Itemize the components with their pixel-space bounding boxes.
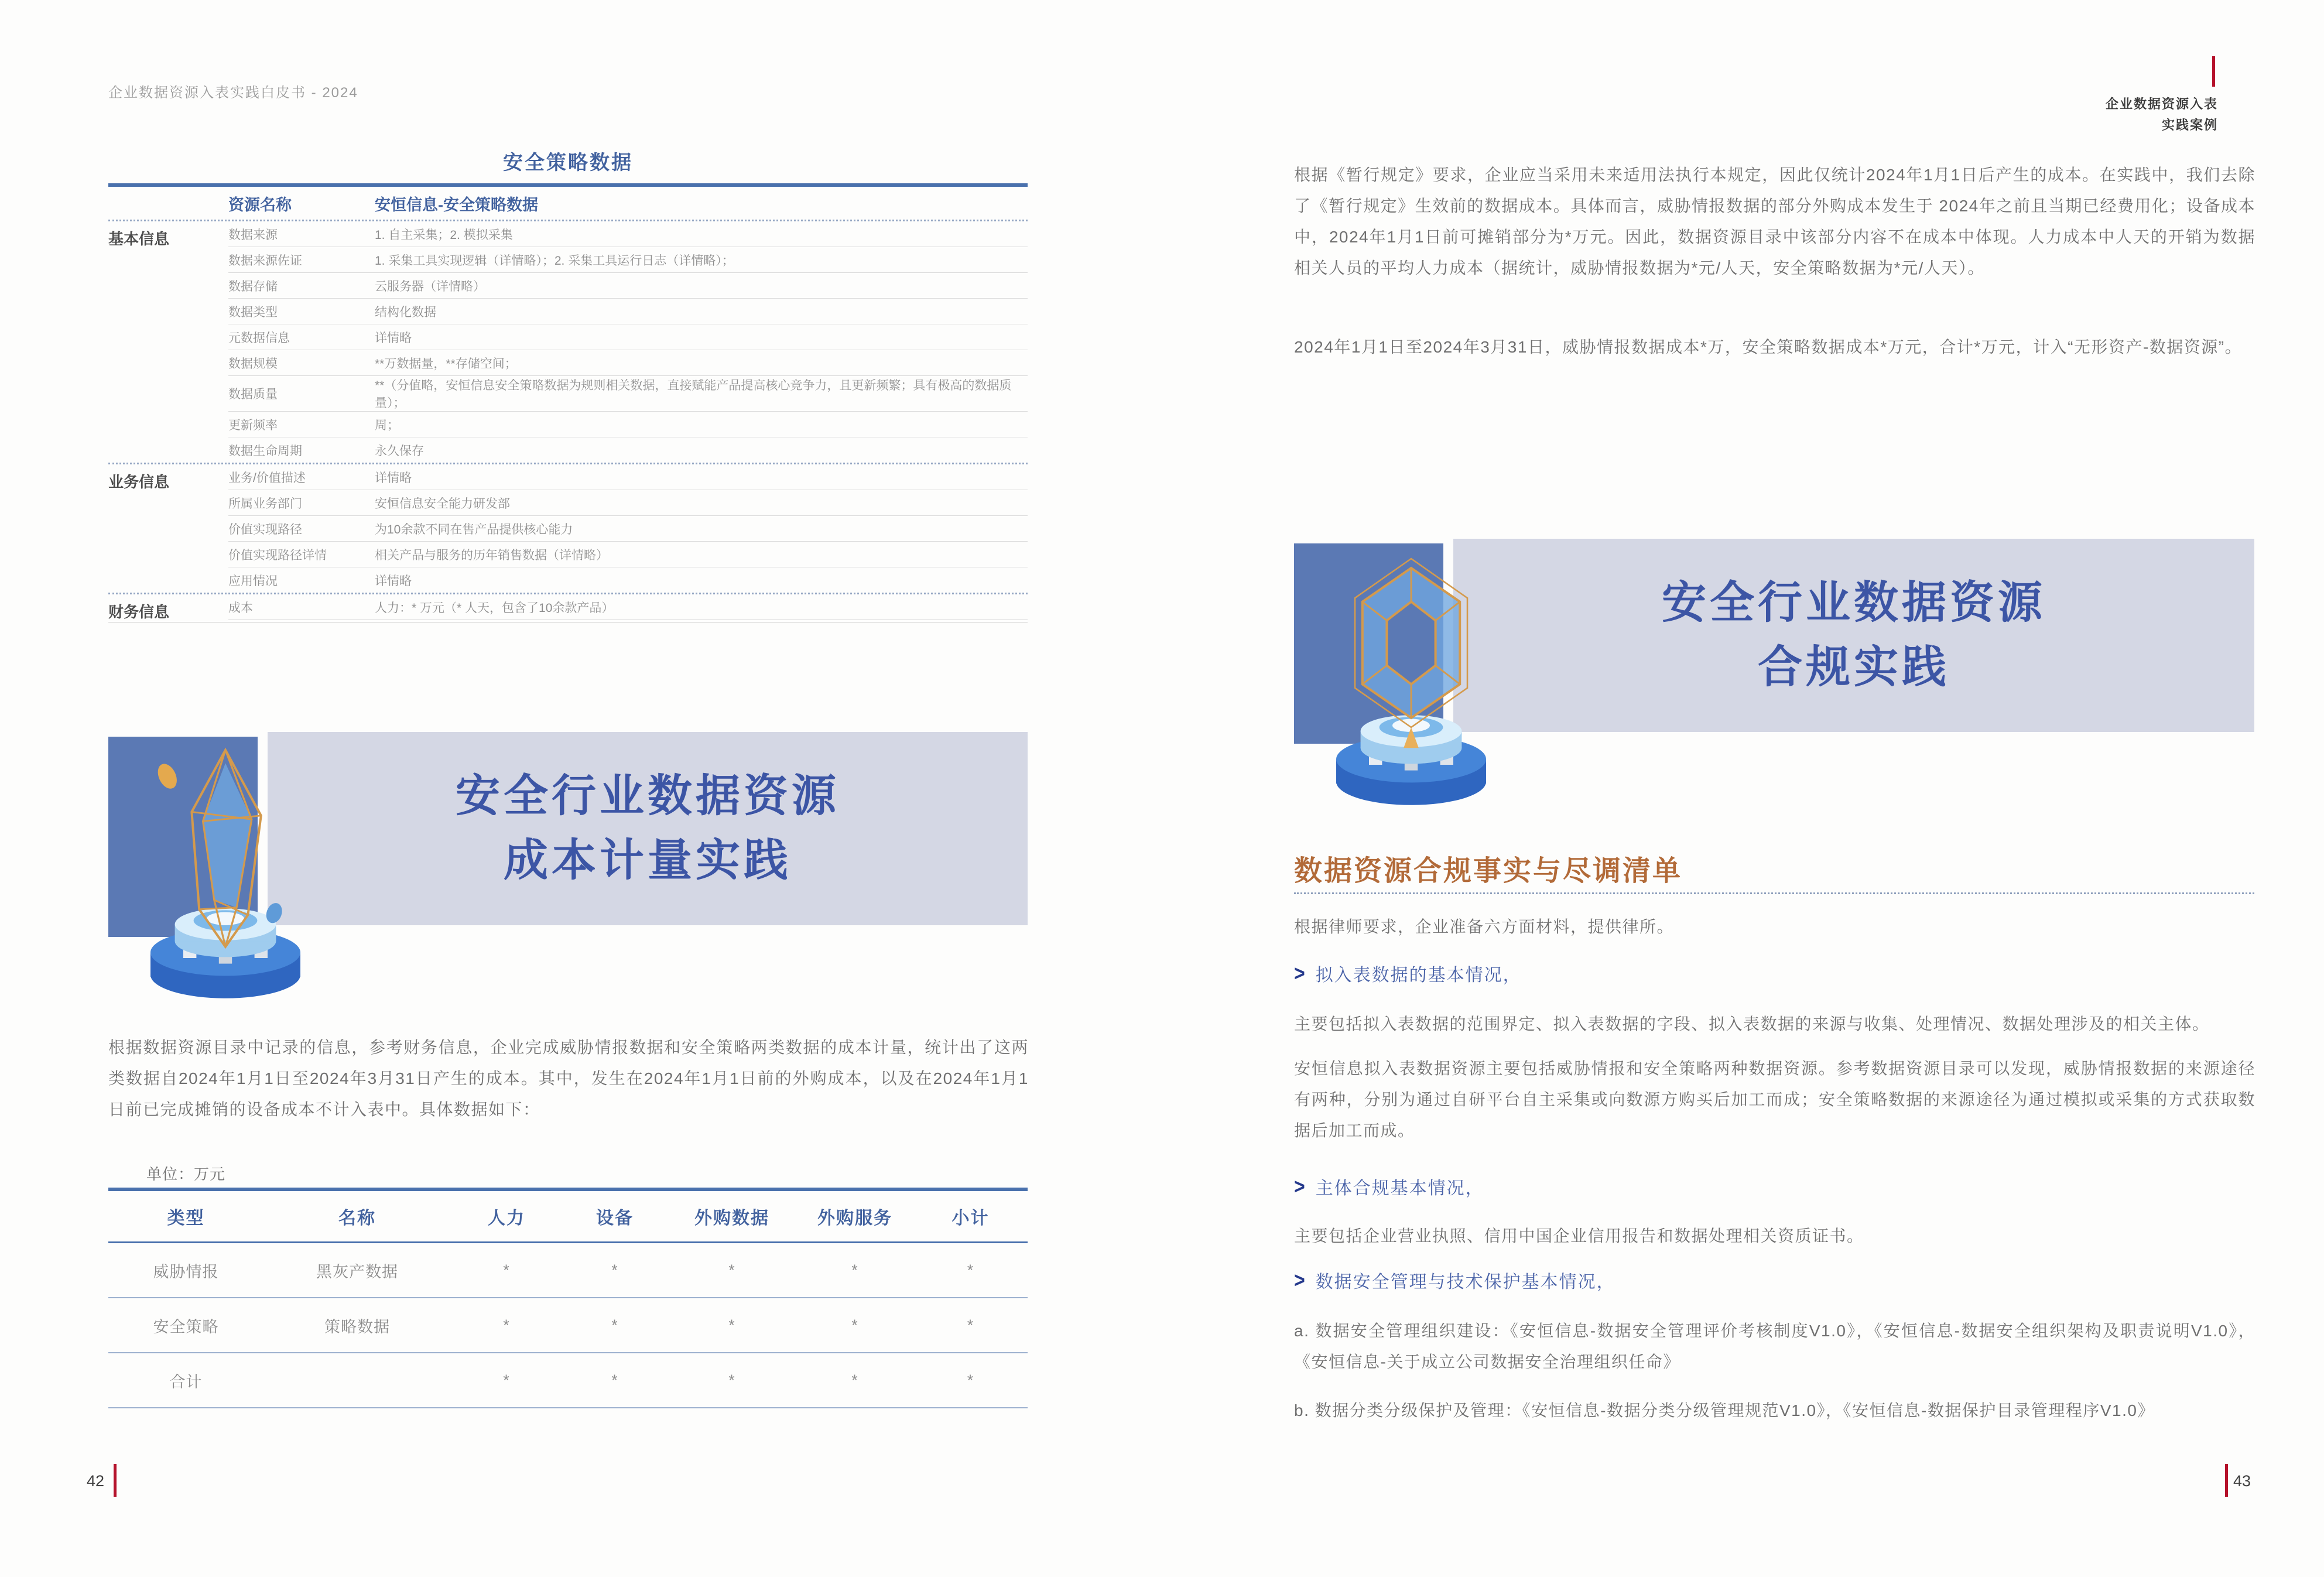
chevron-right-icon: >	[1294, 1174, 1305, 1199]
table-row: 成本 人力：* 万元（* 人天，包含了10余款产品）	[228, 594, 1028, 620]
table-row: 数据来源 1. 自主采集；2. 模拟采集	[228, 221, 1028, 247]
table-row: 更新频率 周；	[228, 412, 1028, 437]
catalog-table-title: 安全策略数据	[503, 152, 633, 174]
page-marker-left	[114, 1464, 117, 1497]
catalog-group-basic	[108, 221, 1028, 463]
group-label: 基本信息	[108, 230, 170, 248]
catalog-name-value: 安恒信息-安全策略数据	[375, 196, 538, 214]
table-row: 安全策略 策略数据 * * * * *	[108, 1298, 1028, 1353]
cost-table-header-row: 类型 名称 人力 设备 外购数据 外购服务 小计	[108, 1191, 1028, 1243]
bullet-1-body-2: 安恒信息拟入表数据资源主要包括威胁情报和安全策略两种数据资源。参考数据资源目录可以发现，威胁情报数据的来源途径有两种，分别为通过自研平台自主采集或向数源方购买后加工而成；安全策略数据的来源途径为通过模拟或采集的方式获取数据后加工而成。	[1294, 1059, 2255, 1140]
page-marker-right	[2225, 1464, 2228, 1497]
section-intro: 根据律师要求，企业准备六方面材料，提供律所。	[1294, 918, 1675, 936]
header-marker-right	[2212, 56, 2215, 87]
hexagon-trophy-icon	[1317, 549, 1505, 807]
table-row: 业务/价值描述 详情略	[228, 464, 1028, 490]
bullet-3-item-a: a. 数据安全管理组织建设：《安恒信息-数据安全管理评价考核制度V1.0》，《安恒信息-数据安全组织架构及职责说明V1.0》，《安恒信息-关于成立公司数据安全治理组织任命》	[1294, 1322, 2255, 1371]
bullet-item-2: > 主体合规基本情况，	[1294, 1174, 1484, 1199]
group-label: 财务信息	[108, 603, 170, 621]
group-label: 业务信息	[108, 473, 170, 491]
banner-title: 安全行业数据资源 成本计量实践	[456, 771, 840, 885]
bullet-1-body: 主要包括拟入表数据的范围界定、拟入表数据的字段、拟入表数据的来源与收集、处理情况、数据处理涉及的相关主体。	[1294, 1015, 2210, 1033]
table-row: 价值实现路径 为10余款不同在售产品提供核心能力	[228, 516, 1028, 542]
section-divider	[1294, 892, 2254, 894]
catalog-table-header-row	[108, 187, 1028, 221]
catalog-group-business	[108, 463, 1028, 593]
catalog-table	[108, 146, 1028, 622]
table-row: 合计 * * * * *	[108, 1353, 1028, 1408]
table-row: 所属业务部门 安恒信息安全能力研发部	[228, 490, 1028, 516]
catalog-name-label: 资源名称	[228, 196, 292, 214]
crystal-trophy-icon	[132, 743, 319, 1000]
running-header-right: 企业数据资源入表 实践案例	[2105, 97, 2218, 132]
chevron-right-icon: >	[1294, 1267, 1305, 1292]
chapter-banner-compliance	[1294, 539, 2254, 744]
banner-title: 安全行业数据资源 合规实践	[1662, 578, 2046, 692]
page-number-right: 43	[2233, 1472, 2251, 1490]
table-row: 威胁情报 黑灰产数据 * * * * *	[108, 1243, 1028, 1298]
section-heading: 数据资源合规事实与尽调清单	[1294, 856, 1683, 887]
table-row: 价值实现路径详情 相关产品与服务的历年销售数据（详情略）	[228, 542, 1028, 567]
compliance-paragraph-1: 根据《暂行规定》要求，企业应当采用未来适用法执行本规定，因此仅统计2024年1月1日后产生的成本。在实践中，我们去除了《暂行规定》生效前的数据成本。具体而言，威胁情报数据的部分外购成本发生于 2024年之前且当期已经费用化；设备成本中，2024年1月1日前可摊销部分为*万元。因此，数据资源目录中该部分内容不在成本中体现。人力成本中人天的开销为数据相关人员的平均人力成本（据统计，威胁情报数据为*元/人天，安全策略数据为*元/人天）。	[1294, 166, 2255, 277]
table-row: 应用情况 详情略	[228, 574, 412, 588]
bullet-2-body: 主要包括企业营业执照、信用中国企业信用报告和数据处理相关资质证书。	[1294, 1227, 1864, 1245]
table-row: 数据生命周期 永久保存	[228, 444, 424, 458]
chapter-banner-cost	[108, 732, 1028, 937]
table-row: 数据类型 结构化数据	[228, 299, 1028, 324]
catalog-table-body	[108, 183, 1028, 622]
compliance-paragraph-2: 2024年1月1日至2024年3月31日，威胁情报数据成本*万，安全策略数据成本*万元，合计*万元，计入“无形资产-数据资源”。	[1294, 338, 2243, 356]
bullet-item-1: > 拟入表数据的基本情况，	[1294, 960, 1522, 986]
table-row: 元数据信息 详情略	[228, 324, 1028, 350]
table-row: 数据规模 **万数据量，**存储空间；	[228, 350, 1028, 376]
unit-label: 单位：万元	[146, 1165, 226, 1183]
table-row: 数据存储 云服务器（详情略）	[228, 273, 1028, 299]
chevron-right-icon: >	[1294, 960, 1305, 986]
page-number-left: 42	[87, 1472, 105, 1490]
bullet-3-item-b: b. 数据分类分级保护及管理：《安恒信息-数据分类分级管理规范V1.0》，《安恒信息-数据保护目录管理程序V1.0》	[1294, 1401, 2155, 1419]
running-header-left: 企业数据资源入表实践白皮书 - 2024	[108, 85, 358, 101]
bullet-item-3: > 数据安全管理与技术保护基本情况，	[1294, 1267, 1615, 1292]
table-row: 数据质量 **（分值略，安恒信息安全策略数据为规则相关数据，直接赋能产品提高核心竞争力，且更新频繁；具有极高的数据质量）；	[228, 376, 1028, 412]
cost-table	[108, 1188, 1028, 1408]
cost-paragraph: 根据数据资源目录中记录的信息，参考财务信息，企业完成威胁情报数据和安全策略两类数据的成本计量，统计出了这两类数据自2024年1月1日至2024年3月31日产生的成本。其中，发生在2024年1月1日前的外购成本，以及在2024年1月1日前已完成摊销的设备成本不计入表中。具体数据如下：	[108, 1038, 1029, 1118]
catalog-group-finance	[108, 593, 1028, 622]
table-row: 数据来源佐证 1. 采集工具实现逻辑（详情略）；2. 采集工具运行日志（详情略）；	[228, 247, 1028, 273]
